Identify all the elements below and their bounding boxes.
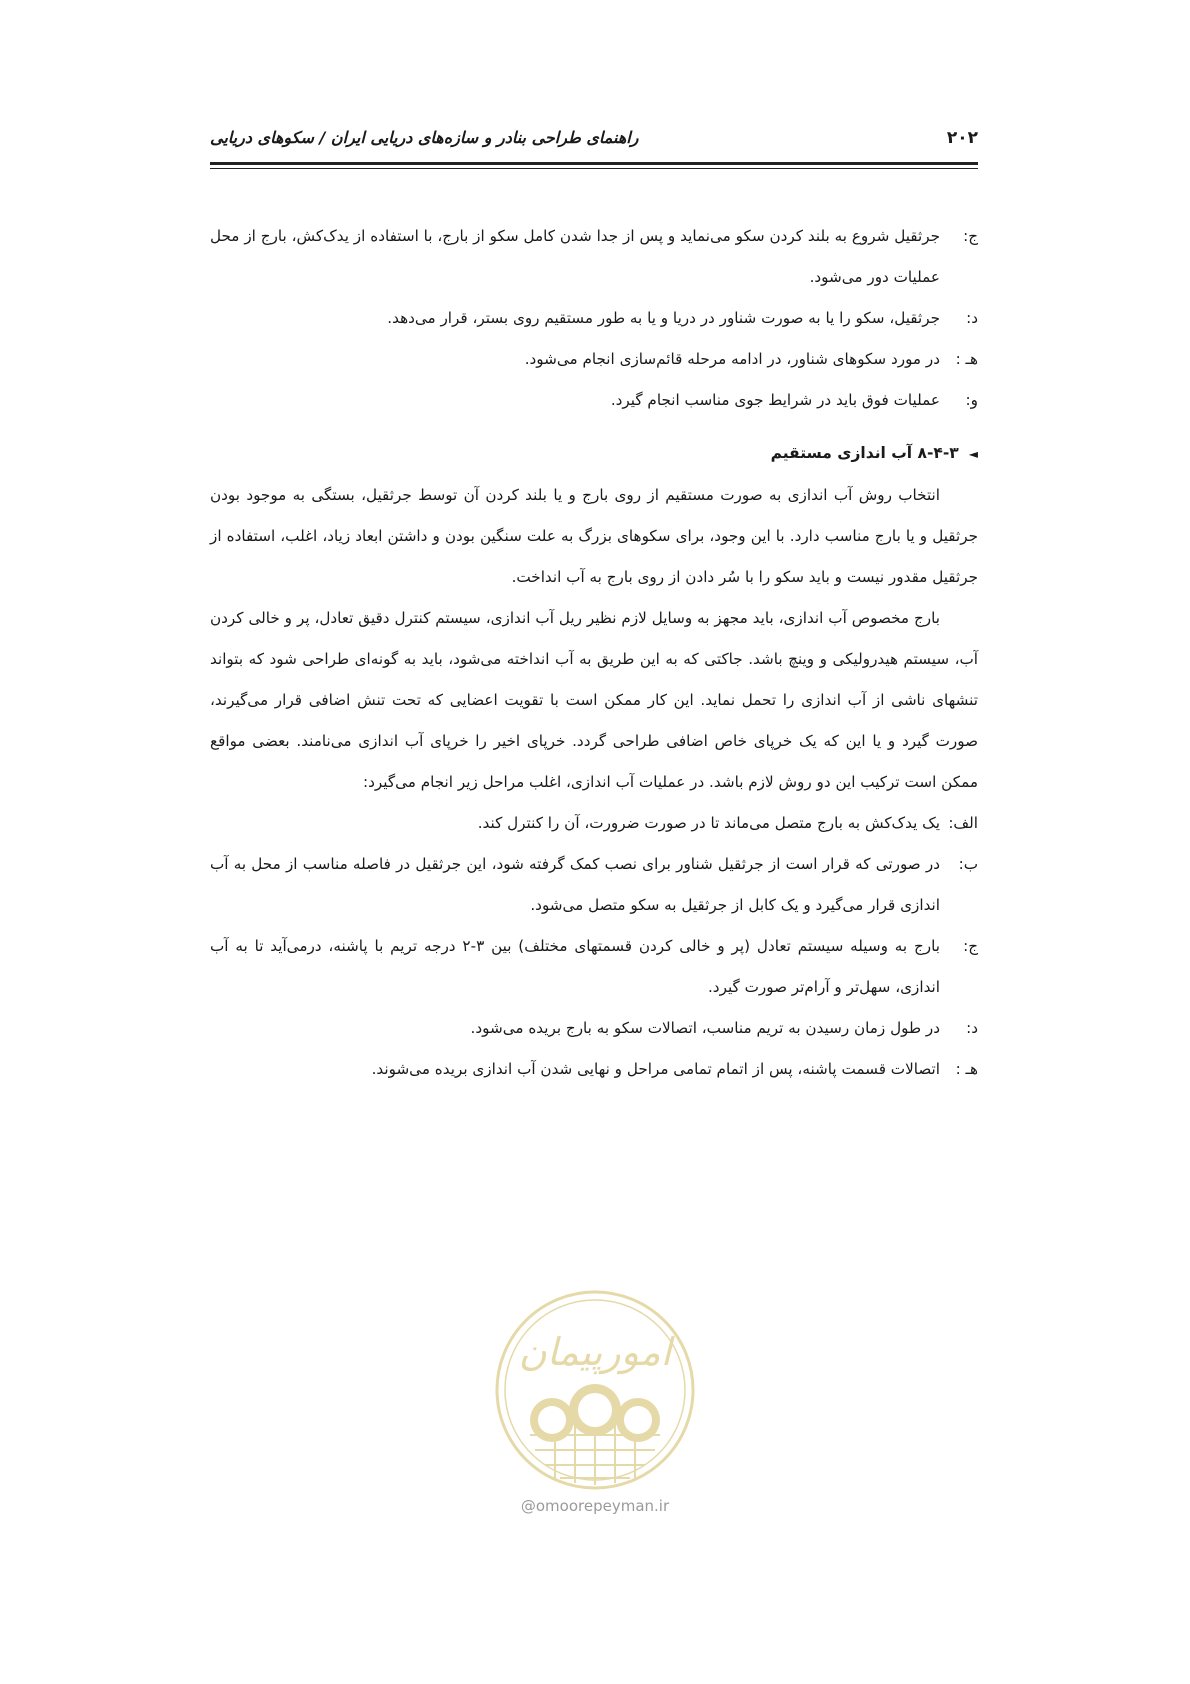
list-top [210, 216, 978, 421]
running-title: راهنمای طراحی بنادر و سازه‌های دریایی ایران / سکوهای دریایی [210, 128, 639, 147]
list-marker: ج: [963, 937, 978, 955]
triangle-bullet-icon: ◄ [968, 447, 978, 461]
list-marker: هـ : [955, 350, 978, 368]
list-item [210, 1008, 978, 1049]
watermark-logo-icon [490, 1285, 700, 1495]
watermark-website-text: omoorepeyman.ir [535, 1497, 670, 1515]
list-item [210, 1049, 978, 1090]
list-item [210, 803, 978, 844]
list-bottom [210, 803, 978, 1090]
list-text: در مورد سکوهای شناور، در ادامه مرحله قائم‌سازی انجام می‌شود. [524, 350, 940, 368]
header-rule-thick [210, 162, 978, 165]
watermark-website: @omoorepeyman.ir [520, 1497, 670, 1515]
list-item [210, 339, 978, 380]
list-text: در صورتی که قرار است از جرثقیل شناور برای نصب کمک گرفته شود، این جرثقیل در فاصله مناسب از محل به آب اندازی قرار می‌گیرد و یک کابل از جرثقیل به سکو متصل می‌شود. [210, 855, 940, 914]
list-text: جرثقیل، سکو را یا به صورت شناور در دریا و یا به طور مستقیم روی بستر، قرار می‌دهد. [387, 309, 940, 327]
list-item [210, 298, 978, 339]
list-item [210, 844, 978, 926]
section-title: ۸-۴-۳ آب اندازی مستقیم [770, 444, 959, 462]
list-marker: ج: [963, 227, 978, 245]
list-item [210, 926, 978, 1008]
list-text: جرثقیل شروع به بلند کردن سکو می‌نماید و پس از جدا شدن کامل سکو از بارج، با استفاده از یدک‌کش، بارج از محل عملیات دور می‌شود. [210, 227, 940, 286]
watermark-logo-text: امورپیمان [518, 1330, 672, 1374]
section-heading [210, 433, 978, 475]
list-item [210, 216, 978, 298]
list-marker: و: [965, 391, 978, 409]
list-marker: د: [966, 1019, 978, 1037]
list-text: اتصالات قسمت پاشنه، پس از اتمام تمامی مراحل و نهایی شدن آب اندازی بریده می‌شوند. [371, 1060, 940, 1078]
list-text: بارج به وسیله سیستم تعادل (پر و خالی کردن قسمتهای مختلف) بین ۳-۲ درجه تریم با پاشنه، درمی‌آید تا به آب اندازی، سهل‌تر و آرام‌تر صورت گیرد. [210, 937, 940, 996]
list-item [210, 380, 978, 421]
body-paragraph: انتخاب روش آب اندازی به صورت مستقیم از روی بارج و یا بلند کردن آن توسط جرثقیل، بستگی به موجود بودن جرثقیل و یا بارج مناسب دارد. با این وجود، برای سکوهای بزرگ به علت سنگین بودن و داشتن ابعاد زیاد، اغلب، استفاده از جرثقیل مقدور نیست و باید سکو را با سُر دادن از روی بارج به آب انداخت. [210, 486, 978, 586]
list-marker: د: [966, 309, 978, 327]
list-marker: ب: [958, 855, 978, 873]
page-body [210, 216, 978, 1090]
header-rule-thin [210, 168, 978, 169]
list-marker: هـ : [955, 1060, 978, 1078]
list-marker: الف: [948, 814, 978, 832]
list-text: عملیات فوق باید در شرایط جوی مناسب انجام گیرد. [610, 391, 940, 409]
page-number: ۲۰۲ [946, 128, 978, 148]
body-paragraph: بارج مخصوص آب اندازی، باید مجهز به وسایل لازم نظیر ریل آب اندازی، سیستم کنترل دقیق تعادل، پر و خالی کردن آب، سیستم هیدرولیکی و وینچ باشد. جاکتی که به این طریق به آب انداخته می‌شود، باید به گونه‌ای طراحی شود که بتواند تنشهای ناشی از آب اندازی را تحمل نماید. این کار ممکن است با تقویت اعضایی که تحت تنش اضافی قرار می‌گیرند، صورت گیرد و یا این که یک خرپای خاص اضافی طراحی گردد. خرپای اخیر را خرپای آب اندازی می‌نامند. بعضی مواقع ممکن است ترکیب این دو روش لازم باشد. در عملیات آب اندازی، اغلب مراحل زیر انجام می‌گیرد: [210, 609, 978, 791]
list-text: یک یدک‌کش به بارج متصل می‌ماند تا در صورت ضرورت، آن را کنترل کند. [477, 814, 940, 832]
watermark [490, 1285, 700, 1515]
page-header [210, 128, 978, 152]
list-text: در طول زمان رسیدن به تریم مناسب، اتصالات سکو به بارج بریده می‌شود. [470, 1019, 940, 1037]
